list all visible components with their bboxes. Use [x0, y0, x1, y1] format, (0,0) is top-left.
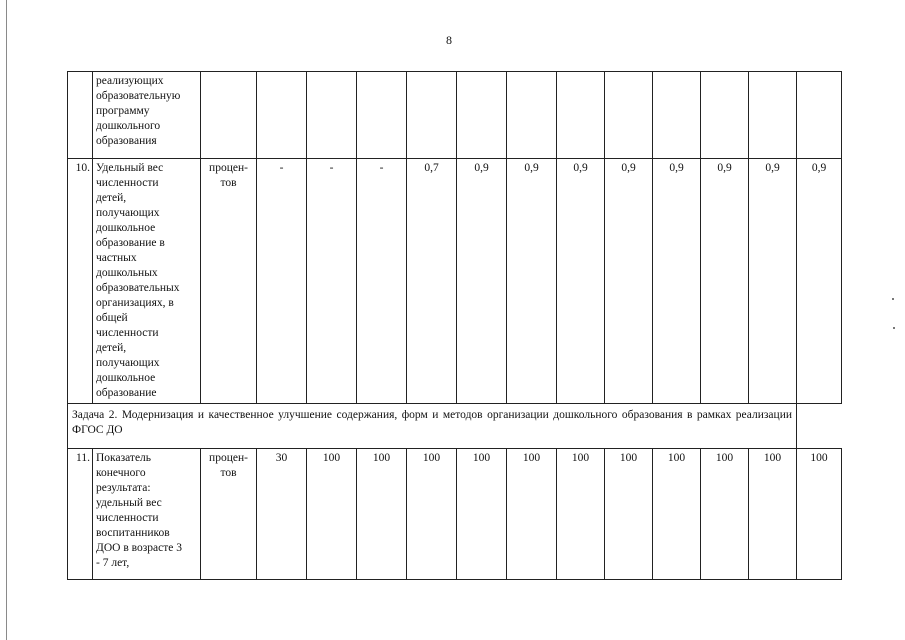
value-cell — [797, 72, 842, 159]
indicator-name-line: образования — [96, 135, 157, 147]
indicator-name-line: численности — [96, 512, 159, 524]
value-cell — [407, 72, 457, 159]
indicator-name — [93, 159, 201, 404]
value-cell — [701, 72, 749, 159]
row-number — [68, 72, 93, 159]
value-cell: 0,9 — [749, 159, 797, 404]
indicator-name-line: численности — [96, 177, 159, 189]
value-cell: 0,9 — [797, 159, 842, 404]
value-cell: 0,7 — [407, 159, 457, 404]
value-cell: 0,9 — [653, 159, 701, 404]
value-cell: 100 — [653, 449, 701, 580]
value-cell: 0,9 — [605, 159, 653, 404]
indicator-name-line: удельный вес — [96, 497, 162, 509]
value-cell: 100 — [307, 449, 357, 580]
value-cell: 100 — [605, 449, 653, 580]
indicator-name-line: образовательных — [96, 282, 180, 294]
indicator-name-line: дошкольное — [96, 372, 156, 384]
indicator-name-line: реализующих — [96, 75, 164, 87]
indicator-name-line: конечного — [96, 467, 146, 479]
value-cell: 0,9 — [457, 159, 507, 404]
indicator-name-line: дошкольное — [96, 222, 156, 234]
indicator-name-line: воспитанников — [96, 527, 170, 539]
indicator-name-line: образование — [96, 387, 157, 399]
indicator-name-line: результата: — [96, 482, 151, 494]
indicator-name-line: детей, — [96, 192, 127, 204]
table-row — [68, 404, 842, 449]
indicator-name-line: организациях, в — [96, 297, 174, 309]
value-cell — [557, 72, 605, 159]
unit-cell — [201, 159, 257, 404]
value-cell: 100 — [457, 449, 507, 580]
unit-line: тов — [220, 467, 237, 479]
value-cell: 0,9 — [701, 159, 749, 404]
indicator-name-line: дошкольного — [96, 120, 161, 132]
table-row — [68, 159, 842, 404]
indicator-name-line: общей — [96, 312, 128, 324]
value-cell — [357, 72, 407, 159]
value-cell: 100 — [557, 449, 605, 580]
value-cell: - — [357, 159, 407, 404]
indicator-name-line: образование в — [96, 237, 165, 249]
unit-line: процен- — [209, 452, 248, 464]
value-cell — [457, 72, 507, 159]
value-cell: 0,9 — [507, 159, 557, 404]
unit-line: тов — [220, 177, 237, 189]
indicator-name-line: частных — [96, 252, 137, 264]
value-cell: 100 — [749, 449, 797, 580]
scan-speck — [893, 327, 895, 329]
value-cell: 100 — [507, 449, 557, 580]
value-cell: 100 — [407, 449, 457, 580]
value-cell — [605, 72, 653, 159]
unit-cell — [201, 449, 257, 580]
unit-cell — [201, 72, 257, 159]
indicator-name-line: получающих — [96, 207, 160, 219]
row-number: 11. — [68, 449, 93, 580]
value-cell — [507, 72, 557, 159]
indicator-name-line: дошкольных — [96, 267, 158, 279]
page-edge — [6, 0, 7, 640]
indicator-name-line: численности — [96, 327, 159, 339]
table-row — [68, 449, 842, 580]
value-cell: 0,9 — [557, 159, 605, 404]
value-cell — [749, 72, 797, 159]
value-cell: - — [257, 159, 307, 404]
indicator-name-line: Удельный вес — [96, 162, 164, 174]
indicator-name-line: получающих — [96, 357, 160, 369]
indicator-name-line: образовательную — [96, 90, 181, 102]
indicator-name-line: ДОО в возрасте 3 — [96, 542, 182, 554]
indicators-table — [67, 71, 842, 580]
value-cell: 100 — [357, 449, 407, 580]
indicator-name — [93, 449, 201, 580]
value-cell: 100 — [701, 449, 749, 580]
row-number: 10. — [68, 159, 93, 404]
scan-speck — [892, 298, 894, 300]
indicator-name-line: детей, — [96, 342, 127, 354]
value-cell — [257, 72, 307, 159]
value-cell: - — [307, 159, 357, 404]
table-row — [68, 72, 842, 159]
indicator-name-line: программу — [96, 105, 150, 117]
indicator-name-line: Показатель — [96, 452, 152, 464]
value-cell — [653, 72, 701, 159]
task-heading: Задача 2. Модернизация и качественное улучшение содержания, форм и методов организации дошкольного образования в рамках реализации ФГОС ДО — [68, 404, 797, 449]
value-cell: 100 — [797, 449, 842, 580]
unit-line: процен- — [209, 162, 248, 174]
page-number: 8 — [446, 33, 452, 47]
indicator-name — [93, 72, 201, 159]
indicator-name-line: - 7 лет, — [96, 557, 130, 569]
value-cell — [307, 72, 357, 159]
value-cell: 30 — [257, 449, 307, 580]
